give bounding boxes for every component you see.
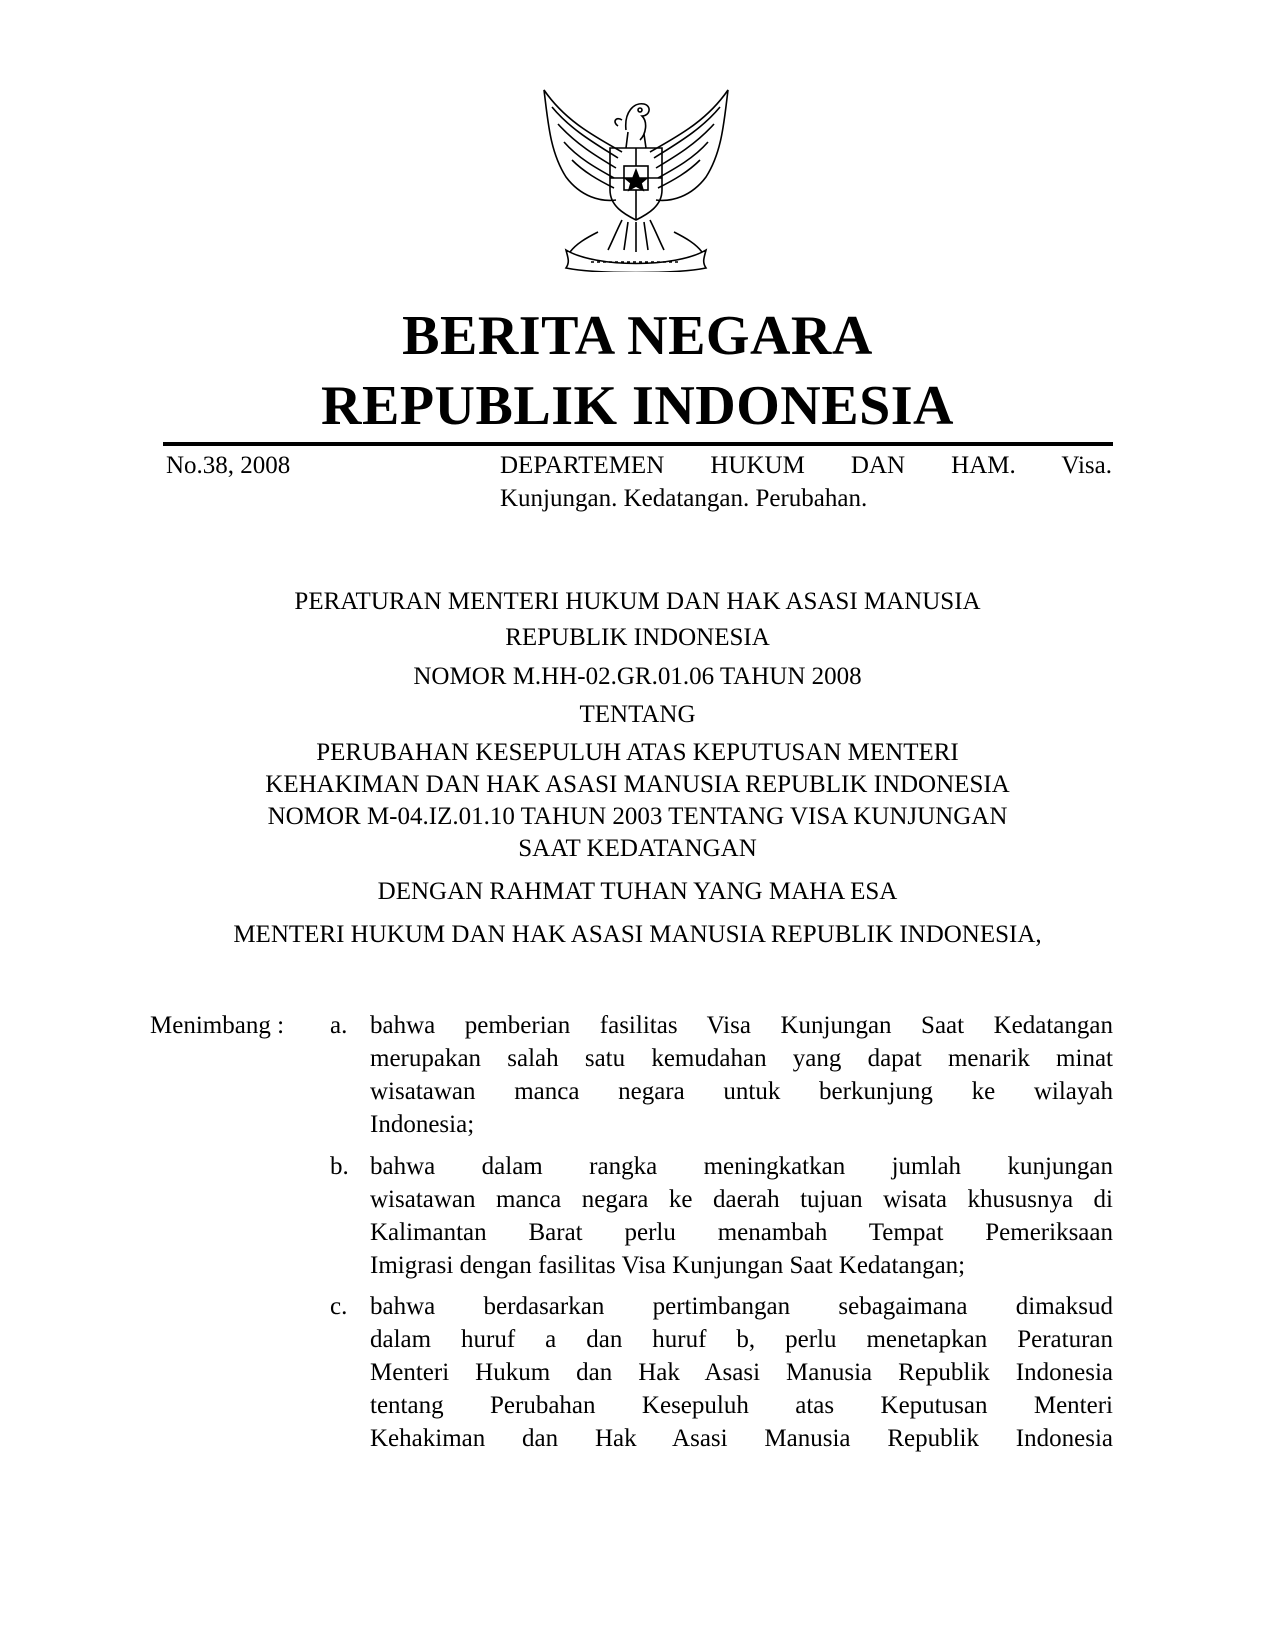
issuer: MENTERI HUKUM DAN HAK ASASI MANUSIA REPUBLIK INDONESIA, <box>233 921 1042 948</box>
item-line: wisatawan manca negara ke daerah tujuan wisata khususnya di <box>370 1186 1113 1213</box>
item-line: Menteri Hukum dan Hak Asasi Manusia Republik Indonesia <box>370 1359 1113 1386</box>
item-line: tentang Perubahan Kesepuluh atas Keputusan Menteri <box>370 1392 1113 1419</box>
regulation-title-line1: PERATURAN MENTERI HUKUM DAN HAK ASASI MANUSIA <box>294 588 981 615</box>
item-line: Indonesia; <box>370 1111 475 1138</box>
item-line: merupakan salah satu kemudahan yang dapat menarik minat <box>370 1045 1113 1072</box>
masthead-subtitle: REPUBLIK INDONESIA <box>321 375 954 437</box>
regulation-number: NOMOR M.HH-02.GR.01.06 TAHUN 2008 <box>413 663 862 690</box>
gazette-description-line1: DEPARTEMEN HUKUM DAN HAM. Visa. <box>500 452 1112 479</box>
masthead-divider <box>163 442 1113 446</box>
item-line: Imigrasi dengan fasilitas Visa Kunjungan Saat Kedatangan; <box>370 1252 966 1279</box>
item-line: Kehakiman dan Hak Asasi Manusia Republik Indonesia <box>370 1425 1113 1452</box>
considering-label: Menimbang : <box>150 1012 285 1039</box>
masthead-title: BERITA NEGARA <box>402 305 873 367</box>
regulation-title-line2: REPUBLIK INDONESIA <box>505 624 770 651</box>
item-line: Kalimantan Barat perlu menambah Tempat Pemeriksaan <box>370 1219 1113 1246</box>
item-letter: b. <box>330 1153 349 1180</box>
item-letter: c. <box>330 1293 348 1320</box>
regulation-subject-line1: PERUBAHAN KESEPULUH ATAS KEPUTUSAN MENTERI <box>316 739 959 766</box>
regulation-subject-line3: NOMOR M-04.IZ.01.10 TAHUN 2003 TENTANG VISA KUNJUNGAN <box>267 803 1008 830</box>
regulation-subject-line4: SAAT KEDATANGAN <box>518 835 757 862</box>
gazette-description-line2: Kunjungan. Kedatangan. Perubahan. <box>500 485 868 512</box>
item-line: wisatawan manca negara untuk berkunjung ke wilayah <box>370 1078 1113 1105</box>
garuda-emblem-icon <box>536 82 736 272</box>
item-line: bahwa berdasarkan pertimbangan sebagaimana dimaksud <box>370 1293 1113 1320</box>
item-line: dalam huruf a dan huruf b, perlu menetapkan Peraturan <box>370 1326 1113 1353</box>
item-letter: a. <box>330 1012 348 1039</box>
regulation-subject-line2: KEHAKIMAN DAN HAK ASASI MANUSIA REPUBLIK INDONESIA <box>265 771 1010 798</box>
item-line: bahwa pemberian fasilitas Visa Kunjungan Saat Kedatangan <box>370 1012 1113 1039</box>
gazette-number: No.38, 2008 <box>166 452 291 479</box>
regulation-tentang: TENTANG <box>579 701 696 728</box>
item-line: bahwa dalam rangka meningkatkan jumlah kunjungan <box>370 1153 1113 1180</box>
invocation: DENGAN RAHMAT TUHAN YANG MAHA ESA <box>377 878 898 905</box>
